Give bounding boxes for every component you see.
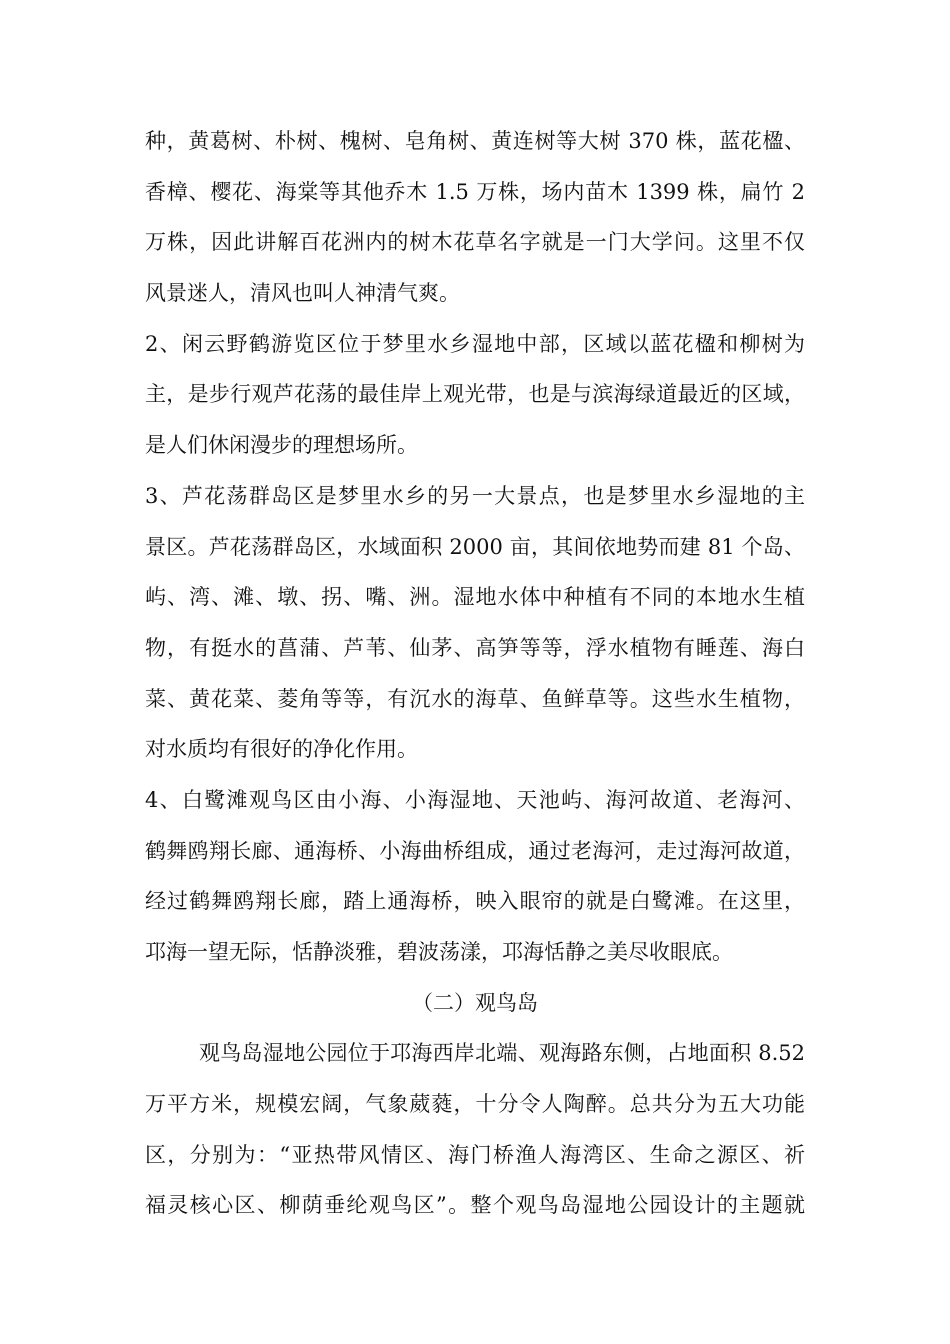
text-line: 观鸟岛湿地公园位于邛海西岸北端、观海路东侧，占地面积 8.52 <box>199 1041 805 1066</box>
text-line: 万平方米，规模宏阔，气象葳蕤，十分令人陶醉。总共分为五大功能 <box>145 1092 805 1117</box>
text-line: 万株，因此讲解百花洲内的树木花草名字就是一门大学问。这里不仅 <box>145 230 805 255</box>
text-line: 风景迷人，清风也叫人神清气爽。 <box>145 281 460 306</box>
text-line: 对水质均有很好的净化作用。 <box>145 737 418 762</box>
text-line: 物，有挺水的菖蒲、芦苇、仙茅、高笋等等，浮水植物有睡莲、海白 <box>145 635 805 660</box>
text-line: 2、闲云野鹤游览区位于梦里水乡湿地中部，区域以蓝花楹和柳树为 <box>145 331 805 356</box>
text-line: 菜、黄花菜、菱角等等，有沉水的海草、鱼鲜草等。这些水生植物， <box>145 686 805 711</box>
text-line: 邛海一望无际，恬静淡雅，碧波荡漾，邛海恬静之美尽收眼底。 <box>145 940 733 964</box>
text-line: 区，分别为：“亚热带风情区、海门桥渔人海湾区、生命之源区、祈 <box>145 1142 805 1167</box>
text-line: 种，黄葛树、朴树、槐树、皂角树、黄连树等大树 370 株，蓝花楹、 <box>145 129 805 153</box>
text-line: 鹤舞鸥翔长廊、通海桥、小海曲桥组成，通过老海河，走过海河故道， <box>145 838 805 863</box>
text-line: 主，是步行观芦花荡的最佳岸上观光带，也是与滨海绿道最近的区域， <box>145 382 805 407</box>
text-line: 屿、湾、滩、墩、拐、嘴、洲。湿地水体中种植有不同的本地水生植 <box>145 585 805 610</box>
text-line: 3、芦花荡群岛区是梦里水乡的另一大景点，也是梦里水乡湿地的主 <box>145 483 805 508</box>
text-line: 福灵核心区、柳荫垂纶观鸟区”。整个观鸟岛湿地公园设计的主题就 <box>145 1193 805 1218</box>
text-line: 是人们休闲漫步的理想场所。 <box>145 433 418 458</box>
text-line: 香樟、樱花、海棠等其他乔木 1.5 万株，场内苗木 1399 株，扁竹 2 <box>145 179 805 204</box>
text-line: 经过鹤舞鸥翔长廊，踏上通海桥，映入眼帘的就是白鹭滩。在这里， <box>145 889 805 914</box>
text-line: 景区。芦花荡群岛区，水域面积 2000 亩，其间依地势而建 81 个岛、 <box>145 534 805 559</box>
section-heading: （二）观鸟岛 <box>412 990 538 1015</box>
document-page <box>145 116 805 1231</box>
text-line: 4、白鹭滩观鸟区由小海、小海湿地、天池屿、海河故道、老海河、 <box>145 787 805 812</box>
